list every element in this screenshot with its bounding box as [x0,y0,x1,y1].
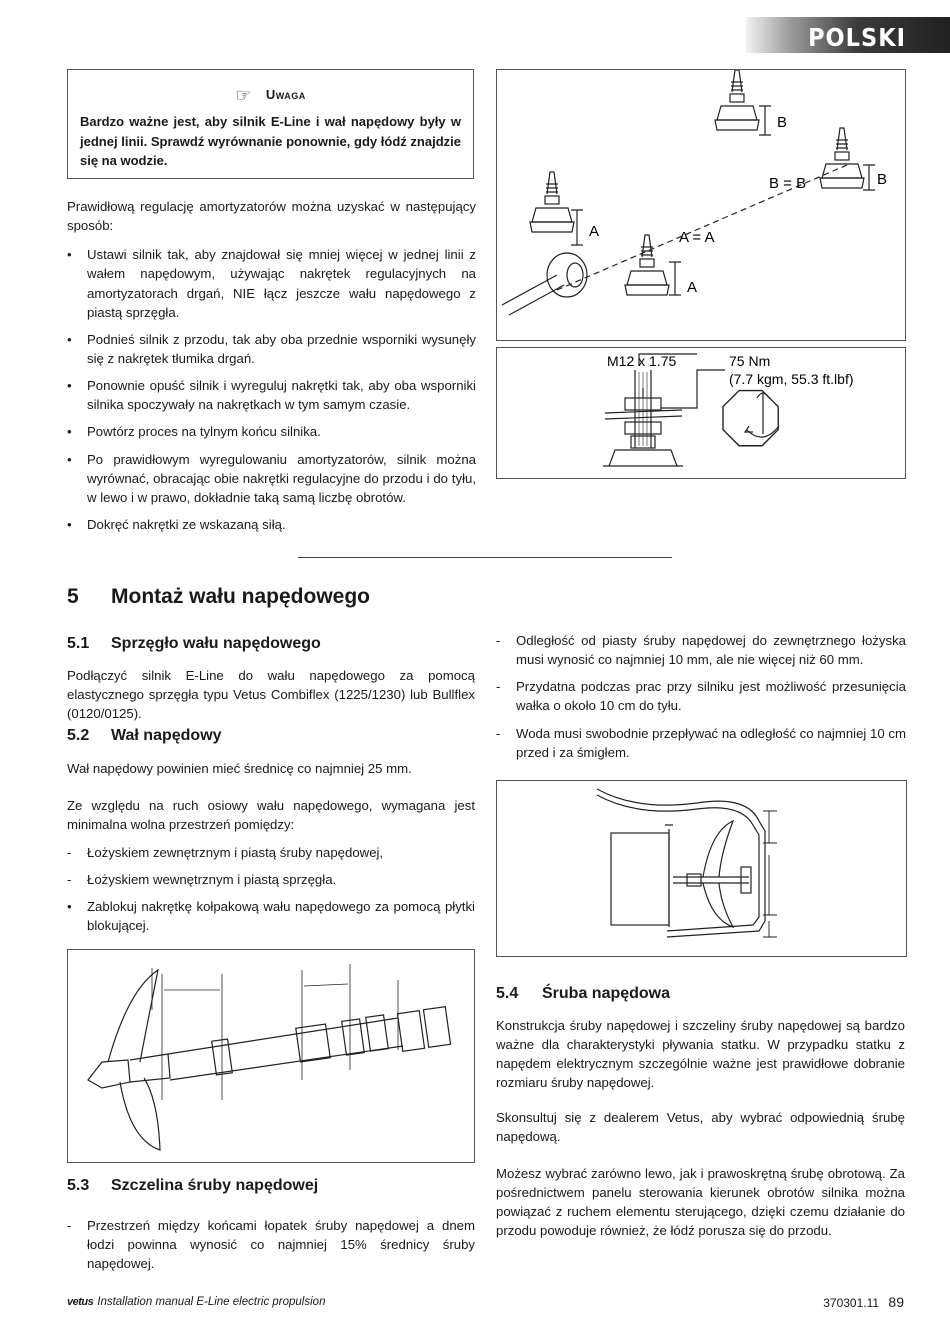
list-item: - Przydatna podczas prac przy silniku jest możliwość przesunięcia wałka o około 10 cm do tyłu. [496,677,906,715]
clearance-list [67,843,475,944]
note-title: Uwaga [265,87,306,102]
footer-right [823,1292,904,1312]
torque-alt-value: (7.7 kgm, 55.3 ft.lbf) [729,371,854,387]
list-item: • Dokręć nakrętki ze wskazaną siłą. [67,515,476,534]
section-number: 5.3 [67,1177,90,1194]
page-number: 89 [888,1294,904,1310]
list-item: • Po prawidłowym wyregulowaniu amortyzatorów, silnik można wyrównać, obracając obie nakrętki regulacyjne do przodu i do tyłu, w lewo i w prawo, dokładnie taką samą liczbę obrotów. [67,450,476,507]
alignment-steps [67,245,476,534]
label-a-left: A [589,223,600,240]
section-5-4-p1: Konstrukcja śruby napędowej i szczeliny śruby napędowej są bardzo ważne dla charakterystyki pływania statku. W przypadku statku z napędem elektrycznym szczególnie ważne jest prawidłowe dobranie rozmiaru śruby napędowej. [496,1018,905,1091]
shaft-diagram [68,950,474,1162]
section-number: 5.4 [496,985,519,1002]
list-item: • Ustawi silnik tak, aby znajdował się mniej więcej w jednej linii z wałem napędowym, używając nakrętek regulacyjnych na amortyzatorach drgań, NIE łącz jeszcze wału napędowego z piastą sprzęgła. [67,245,476,322]
section-5-1-text: Podłączyć silnik E-Line do wału napędowego za pomocą elastycznego sprzęgła typu Vetus Combiflex (1225/1230) lub Bullflex (0120/0125). [67,668,475,722]
alignment-instructions [67,197,476,542]
doc-number: 370301.11 [823,1296,880,1310]
section-title: Wał napędowy [111,727,222,744]
torque-diagram [497,348,905,478]
section-title: Śruba napędowa [542,985,671,1002]
note-heading [80,82,461,108]
section-number: 5.2 [67,727,90,744]
note-text: Bardzo ważne jest, aby silnik E-Line i wał napędowy były w jednej linii. Sprawdź wyrównanie ponownie, gdy łódź znajdzie się na wodzie. [80,114,461,169]
section-5-2-heading [67,724,222,747]
torque-figure [496,347,906,479]
label-a-equal: A = A [679,229,715,246]
section-divider [298,557,672,558]
footer-title: Installation manual E-Line electric propulsion [97,1296,326,1308]
section-title: Sprzęgło wału napędowego [111,635,321,652]
section-title: Montaż wału napędowego [111,585,371,608]
list-item: • Zablokuj nakrętkę kołpakową wału napędowego za pomocą płytki blokującej. [67,897,475,935]
language-tab [746,17,950,53]
torque-value: 75 Nm [729,353,771,369]
section-5-2-text1: Wał napędowy powinien mieć średnicę co najmniej 25 mm. [67,761,412,776]
section-5-4-p2: Skonsultuj się z dealerem Vetus, aby wybrać odpowiednią śrubę napędową. [496,1110,905,1145]
list-item: • Ponownie opuść silnik i wyreguluj nakrętki tak, aby oba wsporniki silnika spoczywały na nakrętkach w tym samym czasie. [67,376,476,414]
footer-left [67,1294,325,1311]
thread-spec: M12 x 1.75 [607,353,677,369]
clearance-figure [496,780,907,957]
list-item: - Odległość od piasty śruby napędowej do zewnętrznego łożyska musi wynosić co najmniej 10 mm, ale nie więcej niż 60 mm. [496,631,906,669]
label-a-right: A [687,279,698,296]
list-item: - Woda musi swobodnie przepływać na odległość co najmniej 10 cm przed i za śmigłem. [496,724,906,762]
clearance-diagram [497,781,906,956]
section-5-4-p3: Możesz wybrać zarówno lewo, jak i prawoskrętną śrubę obrotową. Za pośrednictwem panelu sterowania kierunek obrotów silnika można powiązać z ruchem elementu sterującego, dzięki czemu działanie do przodu powoduje również, że łódź porusza się do przodu. [496,1166,905,1239]
language-label: POLSKI [808,23,906,52]
intro-text: Prawidłową regulację amortyzatorów można uzyskać w następujący sposób: [67,199,476,234]
list-item: • Podnieś silnik z przodu, tak aby oba przednie wsporniki wysunęły się z nakrętek tłumika drgań. [67,330,476,368]
engine-mounts-diagram [497,70,905,340]
section-5-2-text2: Ze względu na ruch osiowy wału napędowego, wymagana jest minimalna wolna przestrzeń pomiędzy: [67,798,475,833]
label-b-right: B [877,171,888,188]
label-b-equal: B = B [769,175,807,192]
note-box [67,69,474,179]
section-number: 5 [67,585,79,608]
section-5-1-heading [67,632,321,655]
list-item: - Łożyskiem zewnętrznym i piastą śruby napędowej, [67,843,475,862]
section-5-4-heading [496,982,670,1005]
pointing-hand-icon: ☞ [235,85,252,105]
shaft-figure [67,949,475,1163]
list-item: • Powtórz proces na tylnym końcu silnika. [67,422,476,441]
list-item: - Łożyskiem wewnętrznym i piastą sprzęgła. [67,870,475,889]
label-b-top: B [777,114,788,131]
section-5-heading [67,582,370,612]
section-number: 5.1 [67,635,90,652]
engine-mounts-figure [496,69,906,341]
prop-gap-list [67,1216,475,1281]
shaft-requirements-list [496,631,906,770]
list-item: - Przestrzeń między końcami łopatek śruby napędowej a dnem łodzi powinna wynosić co najmniej 15% średnicy śruby napędowej. [67,1216,475,1273]
vetus-logo: vetus [67,1296,94,1308]
section-title: Szczelina śruby napędowej [111,1177,319,1194]
section-5-3-heading [67,1174,318,1197]
